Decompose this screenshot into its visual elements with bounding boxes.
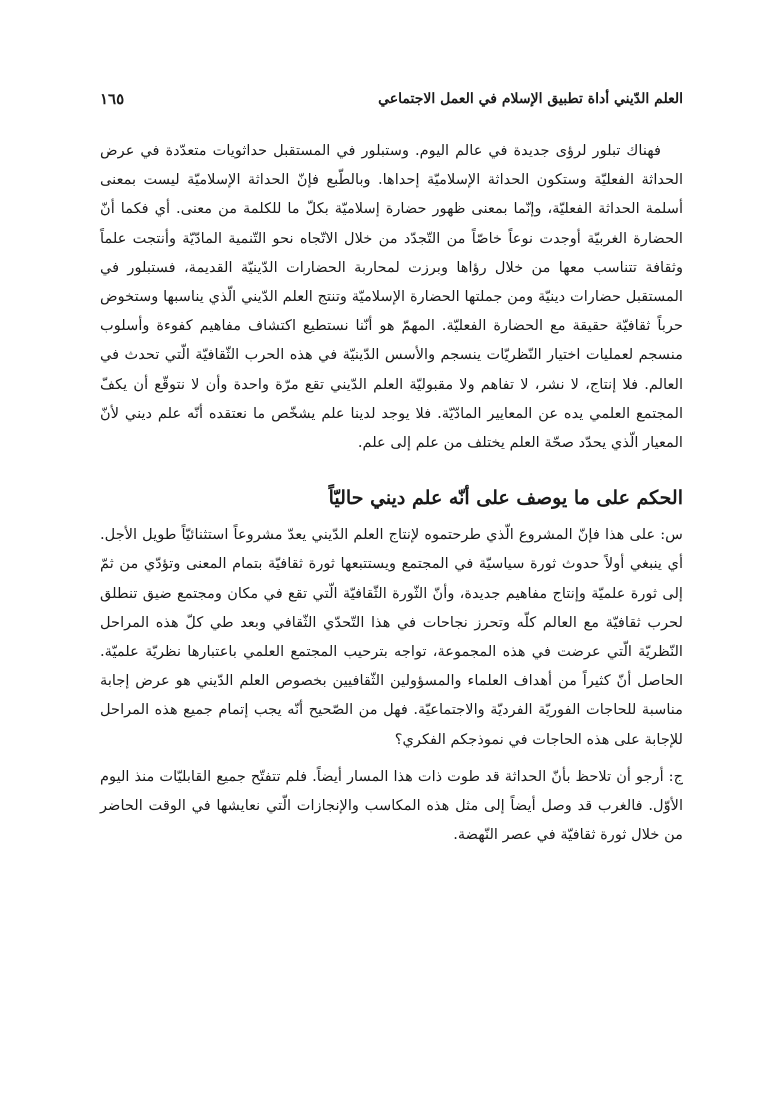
page-number: ١٦٥ xyxy=(100,90,125,108)
running-header xyxy=(100,88,683,110)
running-header-title: العلم الدّيني أداة تطبيق الإسلام في العمل الاجتماعي xyxy=(378,91,683,107)
question-paragraph: س: على هذا فإنّ المشروع الّذي طرحتموه لإنتاج العلم الدّيني يعدّ مشروعاً استثنائيّاً طويل الأجل. أي ينبغي أولاً حدوث ثورة سياسيّة في المجتمع ويستتبعها ثورة ثقافيّة بتمام المعنى وتؤدّي من ثمّ إلى ثورة علميّة وإنتاج مفاهيم جديدة، وأنّ الثّورة الثّقافيّة الّتي تقع في مكان ومجتمع ضيق تنطلق لحرب ثقافيّة مع العالم كلّه وتحرز نجاحات في هذا التّحدّي الثّقافي وبعد طي كلّ هذه المراحل النّظريّة الّتي عرضت في هذه المجموعة، تواجه بترحيب المجتمع العلمي باعتبارها نظريّة علميّة. الحاصل أنّ كثيراً من أهداف العلماء والمسؤولين الثّقافيين بخصوص العلم الدّيني هو عرض إجابة مناسبة للحاجات الفوريّة الفرديّة والاجتماعيّة. فهل من الصّحيح أنّه يجب إتمام جميع هذه المراحل للإجابة على هذه الحاجات في نموذجكم الفكري؟ xyxy=(100,526,683,748)
section-heading: الحكم على ما يوصف على أنّه علم ديني حاليّاً xyxy=(328,487,683,510)
paragraph-spacer xyxy=(100,754,683,762)
page-body xyxy=(100,136,683,849)
answer-paragraph: ج: أرجو أن تلاحظ بأنّ الحداثة قد طوت ذات هذا المسار أيضاً. فلم تتفتّح جميع القابليّات منذ اليوم الأوّل. فالغرب قد وصل أيضاً إلى مثل هذه المكاسب والإنجازات الّتي نعايشها في الوقت الحاضر من خلال ثورة ثقافيّة في عصر النّهضة. xyxy=(100,767,683,844)
body-paragraph: فهناك تبلور لرؤى جديدة في عالم اليوم. وستبلور في المستقبل حداثويات متعدّدة في عرض الحداثة الفعليّة وستكون الحداثة الإسلاميّة إحداها. وبالطّبع فإنّ الحداثة الإسلاميّة ليست بمعنى أسلمة الحداثة الفعليّة، وإنّما بمعنى ظهور حضارة إسلاميّة بكلّ ما للكلمة من معنى. أي فكما أنّ الحضارة الغربيّة أوجدت نوعاً خاصّاً من التّجدّد من خلال الاتّجاه نحو التّنمية المادّيّة وأنتجت علماً وثقافة تتناسب معها من خلال رؤاها وبرزت لمحاربة الحضارات الدّينيّة القديمة، فستبلور في المستقبل حضارات دينيّة ومن جملتها الحضارة الإسلاميّة وتنتج العلم الدّيني الّذي يناسبها وستخوض حرباً ثقافيّة حقيقة مع الحضارة الفعليّة. المهمّ هو أنّنا نستطيع اكتشاف مفاهيم كفوءة وأسلوب منسجم لعمليات اختيار النّظريّات ينسجم والأسس الدّينيّة في هذه الحرب الثّقافيّة الّتي تحدث في العالم. فلا إنتاج، لا نشر، لا تفاهم ولا مقبوليّة العلم الدّيني تقع مرّة واحدة وأن لا نتوقّع أن يكفّ المجتمع العلمي يده عن المعايير المادّيّة. فلا يوجد لدينا علم يشخّص ما نعتقده أنّه علم ديني لأنّ المعيار الّذي يحدّد صحّة العلم يختلف من علم إلى علم. xyxy=(100,142,683,452)
